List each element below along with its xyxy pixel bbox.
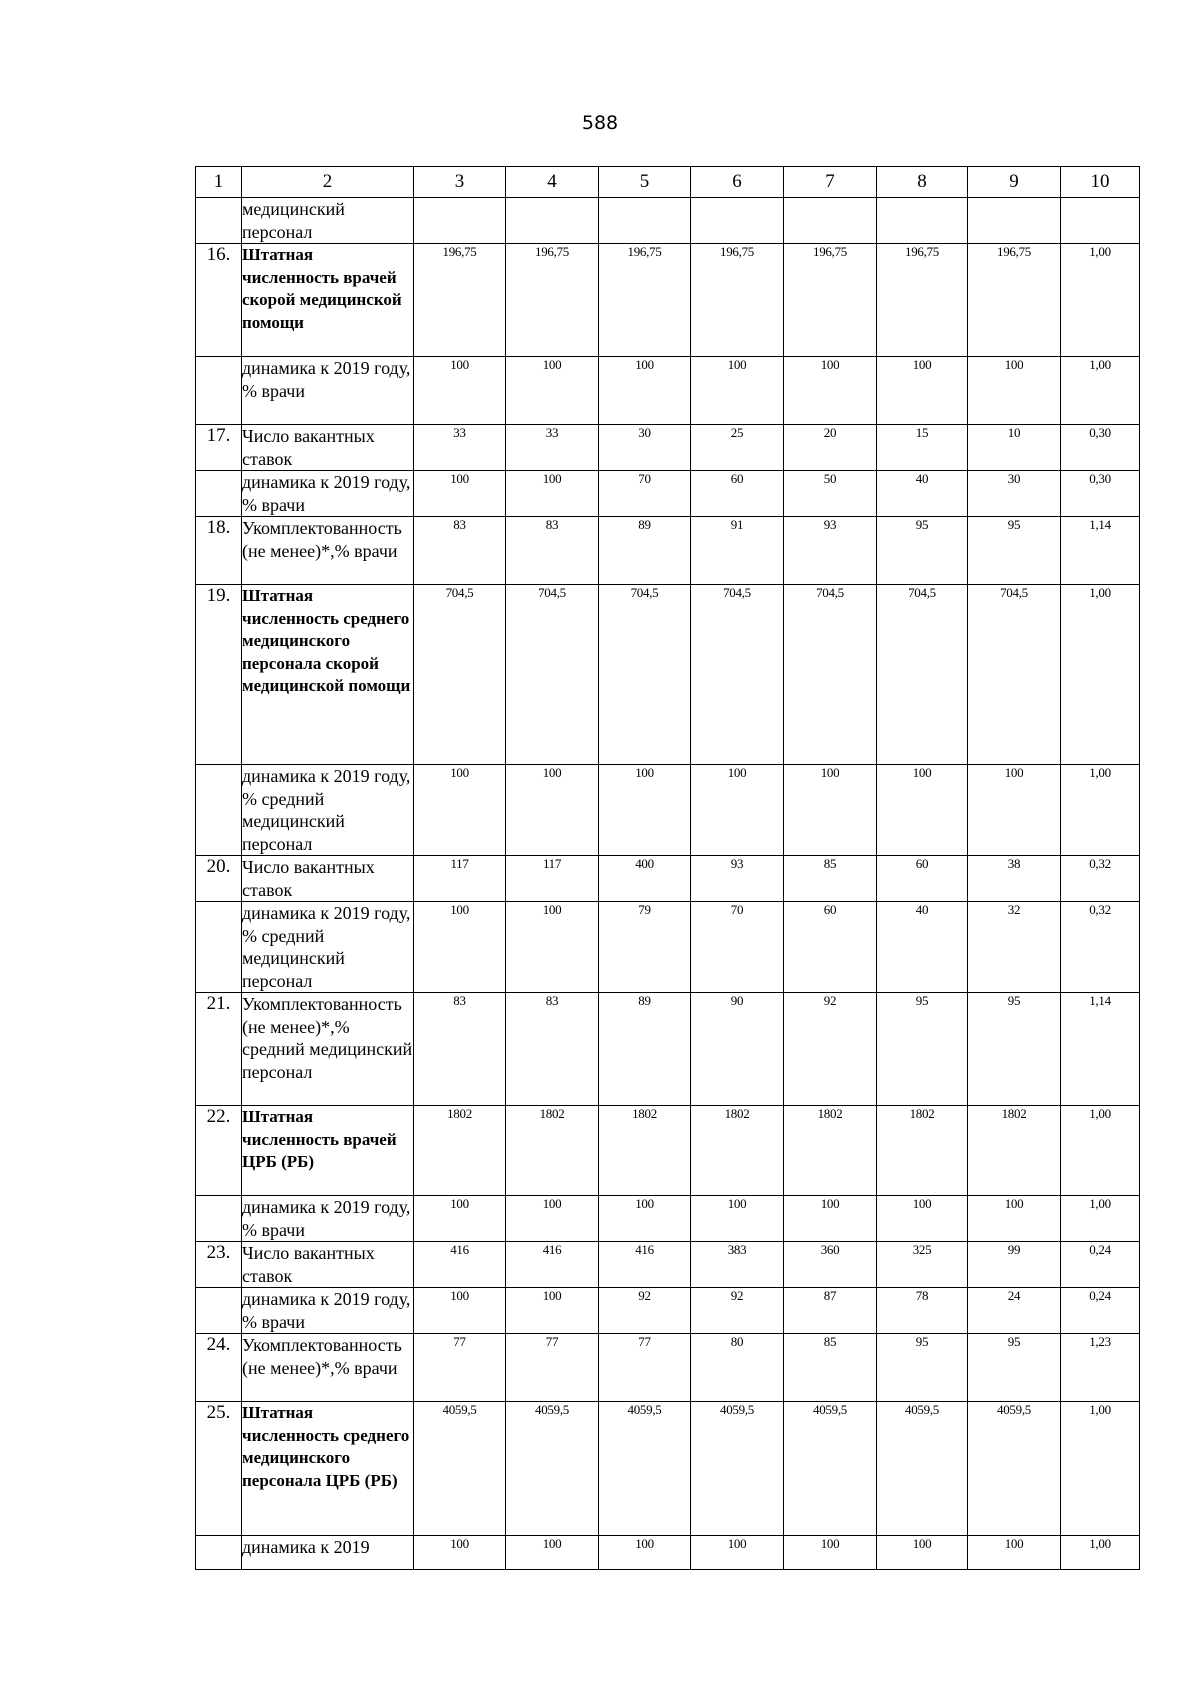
value-cell: 100	[968, 765, 1061, 856]
indicator-name: Штатная численность среднего медицинского персонала ЦРБ (РБ)	[242, 1402, 414, 1536]
value-cell: 33	[414, 425, 506, 471]
value-cell: 1,00	[1061, 357, 1140, 425]
value-cell: 40	[877, 471, 968, 517]
row-number	[196, 902, 242, 993]
indicator-name: динамика к 2019 году, % средний медицинский персонал	[242, 902, 414, 993]
value-cell: 77	[506, 1334, 599, 1402]
value-cell: 196,75	[784, 244, 877, 357]
column-header: 8	[877, 167, 968, 198]
value-cell: 100	[784, 1196, 877, 1242]
value-cell: 4059,5	[784, 1402, 877, 1536]
value-cell: 60	[784, 902, 877, 993]
column-header: 6	[691, 167, 784, 198]
value-cell: 80	[691, 1334, 784, 1402]
value-cell: 704,5	[506, 585, 599, 765]
table-row	[196, 1106, 1140, 1196]
value-cell: 30	[968, 471, 1061, 517]
value-cell: 100	[506, 357, 599, 425]
row-number: 19.	[196, 585, 242, 765]
value-cell: 196,75	[599, 244, 691, 357]
value-cell: 93	[784, 517, 877, 585]
value-cell	[691, 198, 784, 244]
value-cell: 95	[968, 1334, 1061, 1402]
value-cell: 1,00	[1061, 1536, 1140, 1570]
value-cell: 100	[414, 357, 506, 425]
table-row	[196, 765, 1140, 856]
value-cell: 20	[784, 425, 877, 471]
value-cell: 60	[691, 471, 784, 517]
value-cell: 92	[599, 1288, 691, 1334]
column-header: 2	[242, 167, 414, 198]
value-cell: 32	[968, 902, 1061, 993]
value-cell: 24	[968, 1288, 1061, 1334]
value-cell: 416	[599, 1242, 691, 1288]
value-cell: 100	[506, 1288, 599, 1334]
row-number	[196, 471, 242, 517]
indicator-name: Укомплектованность (не менее)*,% врачи	[242, 517, 414, 585]
value-cell: 33	[506, 425, 599, 471]
column-header: 3	[414, 167, 506, 198]
value-cell: 10	[968, 425, 1061, 471]
value-cell: 85	[784, 1334, 877, 1402]
column-header: 5	[599, 167, 691, 198]
value-cell	[784, 198, 877, 244]
value-cell: 704,5	[877, 585, 968, 765]
table-row	[196, 856, 1140, 902]
value-cell: 100	[691, 765, 784, 856]
value-cell: 100	[784, 1536, 877, 1570]
value-cell: 100	[968, 357, 1061, 425]
value-cell: 704,5	[784, 585, 877, 765]
value-cell: 15	[877, 425, 968, 471]
value-cell: 1,14	[1061, 993, 1140, 1106]
value-cell: 83	[414, 517, 506, 585]
value-cell: 100	[691, 1196, 784, 1242]
value-cell: 100	[414, 1288, 506, 1334]
indicator-name: Число вакантных ставок	[242, 1242, 414, 1288]
value-cell	[506, 198, 599, 244]
value-cell: 1802	[506, 1106, 599, 1196]
value-cell: 70	[599, 471, 691, 517]
row-number	[196, 1196, 242, 1242]
value-cell: 100	[877, 1536, 968, 1570]
value-cell: 95	[968, 993, 1061, 1106]
value-cell: 1802	[691, 1106, 784, 1196]
table-body	[196, 167, 1140, 1570]
value-cell: 196,75	[506, 244, 599, 357]
row-number	[196, 357, 242, 425]
value-cell	[599, 198, 691, 244]
table-row	[196, 1334, 1140, 1402]
value-cell: 100	[414, 765, 506, 856]
value-cell: 100	[599, 1196, 691, 1242]
table-row	[196, 1402, 1140, 1536]
value-cell: 100	[599, 357, 691, 425]
value-cell: 91	[691, 517, 784, 585]
row-number: 16.	[196, 244, 242, 357]
value-cell: 1802	[784, 1106, 877, 1196]
indicator-name: Штатная численность среднего медицинского персонала скорой медицинской помощи	[242, 585, 414, 765]
table-row	[196, 993, 1140, 1106]
value-cell: 85	[784, 856, 877, 902]
value-cell: 4059,5	[877, 1402, 968, 1536]
table-row	[196, 1196, 1140, 1242]
row-number: 20.	[196, 856, 242, 902]
page-number: 588	[581, 112, 619, 134]
row-number: 23.	[196, 1242, 242, 1288]
value-cell: 383	[691, 1242, 784, 1288]
indicator-name: динамика к 2019 году, % врачи	[242, 1196, 414, 1242]
value-cell: 38	[968, 856, 1061, 902]
row-number	[196, 1536, 242, 1570]
value-cell: 704,5	[414, 585, 506, 765]
value-cell: 93	[691, 856, 784, 902]
value-cell: 100	[414, 471, 506, 517]
value-cell: 100	[599, 1536, 691, 1570]
value-cell: 100	[877, 765, 968, 856]
value-cell: 100	[506, 765, 599, 856]
column-header: 4	[506, 167, 599, 198]
value-cell: 90	[691, 993, 784, 1106]
value-cell: 4059,5	[414, 1402, 506, 1536]
value-cell: 1802	[414, 1106, 506, 1196]
value-cell: 100	[784, 357, 877, 425]
value-cell: 100	[506, 902, 599, 993]
indicator-name: динамика к 2019 году, % врачи	[242, 471, 414, 517]
indicator-name: Число вакантных ставок	[242, 425, 414, 471]
value-cell: 1,00	[1061, 765, 1140, 856]
value-cell: 30	[599, 425, 691, 471]
value-cell: 1,00	[1061, 1106, 1140, 1196]
indicator-name: динамика к 2019 году, % врачи	[242, 357, 414, 425]
value-cell	[414, 198, 506, 244]
value-cell: 704,5	[599, 585, 691, 765]
indicator-name: динамика к 2019	[242, 1536, 414, 1570]
table-row	[196, 517, 1140, 585]
row-number: 24.	[196, 1334, 242, 1402]
row-number: 22.	[196, 1106, 242, 1196]
indicator-name: Штатная численность врачей скорой медицинской помощи	[242, 244, 414, 357]
value-cell: 1,00	[1061, 1196, 1140, 1242]
value-cell: 83	[506, 993, 599, 1106]
value-cell: 100	[691, 1536, 784, 1570]
table-row	[196, 585, 1140, 765]
value-cell: 117	[506, 856, 599, 902]
value-cell: 83	[414, 993, 506, 1106]
value-cell: 25	[691, 425, 784, 471]
value-cell: 89	[599, 517, 691, 585]
indicator-name: динамика к 2019 году, % врачи	[242, 1288, 414, 1334]
value-cell: 196,75	[414, 244, 506, 357]
indicator-name: Число вакантных ставок	[242, 856, 414, 902]
table-row	[196, 425, 1140, 471]
table-row	[196, 198, 1140, 244]
row-number	[196, 765, 242, 856]
row-number: 25.	[196, 1402, 242, 1536]
value-cell: 1802	[968, 1106, 1061, 1196]
row-number	[196, 198, 242, 244]
value-cell: 0,24	[1061, 1288, 1140, 1334]
column-header: 10	[1061, 167, 1140, 198]
value-cell: 79	[599, 902, 691, 993]
value-cell: 0,32	[1061, 856, 1140, 902]
value-cell: 196,75	[691, 244, 784, 357]
table-row	[196, 1288, 1140, 1334]
value-cell: 1,14	[1061, 517, 1140, 585]
value-cell: 1,00	[1061, 244, 1140, 357]
value-cell: 95	[877, 993, 968, 1106]
value-cell	[1061, 198, 1140, 244]
value-cell: 89	[599, 993, 691, 1106]
value-cell: 92	[691, 1288, 784, 1334]
value-cell: 325	[877, 1242, 968, 1288]
value-cell: 100	[414, 1536, 506, 1570]
value-cell: 416	[414, 1242, 506, 1288]
value-cell: 4059,5	[968, 1402, 1061, 1536]
value-cell: 100	[506, 1196, 599, 1242]
value-cell	[968, 198, 1061, 244]
value-cell: 100	[784, 765, 877, 856]
value-cell: 40	[877, 902, 968, 993]
value-cell: 704,5	[691, 585, 784, 765]
value-cell: 83	[506, 517, 599, 585]
value-cell: 100	[968, 1196, 1061, 1242]
table-row	[196, 902, 1140, 993]
value-cell: 100	[506, 471, 599, 517]
table-row	[196, 1242, 1140, 1288]
value-cell: 196,75	[968, 244, 1061, 357]
value-cell: 416	[506, 1242, 599, 1288]
value-cell: 0,32	[1061, 902, 1140, 993]
value-cell	[877, 198, 968, 244]
table-row	[196, 357, 1140, 425]
indicator-name: Штатная численность врачей ЦРБ (РБ)	[242, 1106, 414, 1196]
value-cell: 70	[691, 902, 784, 993]
row-number: 18.	[196, 517, 242, 585]
value-cell: 4059,5	[691, 1402, 784, 1536]
row-number: 17.	[196, 425, 242, 471]
row-number	[196, 1288, 242, 1334]
value-cell: 4059,5	[506, 1402, 599, 1536]
indicator-name: динамика к 2019 году, % средний медицинский персонал	[242, 765, 414, 856]
value-cell: 100	[877, 357, 968, 425]
column-header: 9	[968, 167, 1061, 198]
value-cell: 95	[877, 1334, 968, 1402]
value-cell: 77	[599, 1334, 691, 1402]
value-cell: 1,00	[1061, 585, 1140, 765]
value-cell: 60	[877, 856, 968, 902]
value-cell: 1802	[877, 1106, 968, 1196]
table-row	[196, 471, 1140, 517]
value-cell: 1802	[599, 1106, 691, 1196]
value-cell: 100	[506, 1536, 599, 1570]
value-cell: 92	[784, 993, 877, 1106]
value-cell: 99	[968, 1242, 1061, 1288]
indicator-name: Укомплектованность (не менее)*,% средний медицинский персонал	[242, 993, 414, 1106]
row-number: 21.	[196, 993, 242, 1106]
table-row	[196, 244, 1140, 357]
value-cell: 100	[877, 1196, 968, 1242]
value-cell: 704,5	[968, 585, 1061, 765]
indicator-name: Укомплектованность (не менее)*,% врачи	[242, 1334, 414, 1402]
value-cell: 77	[414, 1334, 506, 1402]
value-cell: 100	[691, 357, 784, 425]
value-cell: 4059,5	[599, 1402, 691, 1536]
value-cell: 196,75	[877, 244, 968, 357]
value-cell: 360	[784, 1242, 877, 1288]
value-cell: 100	[414, 1196, 506, 1242]
column-header: 1	[196, 167, 242, 198]
indicators-table	[195, 166, 1140, 1570]
header-row	[196, 167, 1140, 198]
indicator-name: медицинский персонал	[242, 198, 414, 244]
value-cell: 1,00	[1061, 1402, 1140, 1536]
value-cell: 100	[414, 902, 506, 993]
value-cell: 1,23	[1061, 1334, 1140, 1402]
column-header: 7	[784, 167, 877, 198]
value-cell: 95	[968, 517, 1061, 585]
value-cell: 400	[599, 856, 691, 902]
value-cell: 0,30	[1061, 471, 1140, 517]
value-cell: 95	[877, 517, 968, 585]
value-cell: 100	[968, 1536, 1061, 1570]
value-cell: 117	[414, 856, 506, 902]
value-cell: 78	[877, 1288, 968, 1334]
value-cell: 50	[784, 471, 877, 517]
value-cell: 87	[784, 1288, 877, 1334]
table-row	[196, 1536, 1140, 1570]
value-cell: 100	[599, 765, 691, 856]
value-cell: 0,30	[1061, 425, 1140, 471]
value-cell: 0,24	[1061, 1242, 1140, 1288]
